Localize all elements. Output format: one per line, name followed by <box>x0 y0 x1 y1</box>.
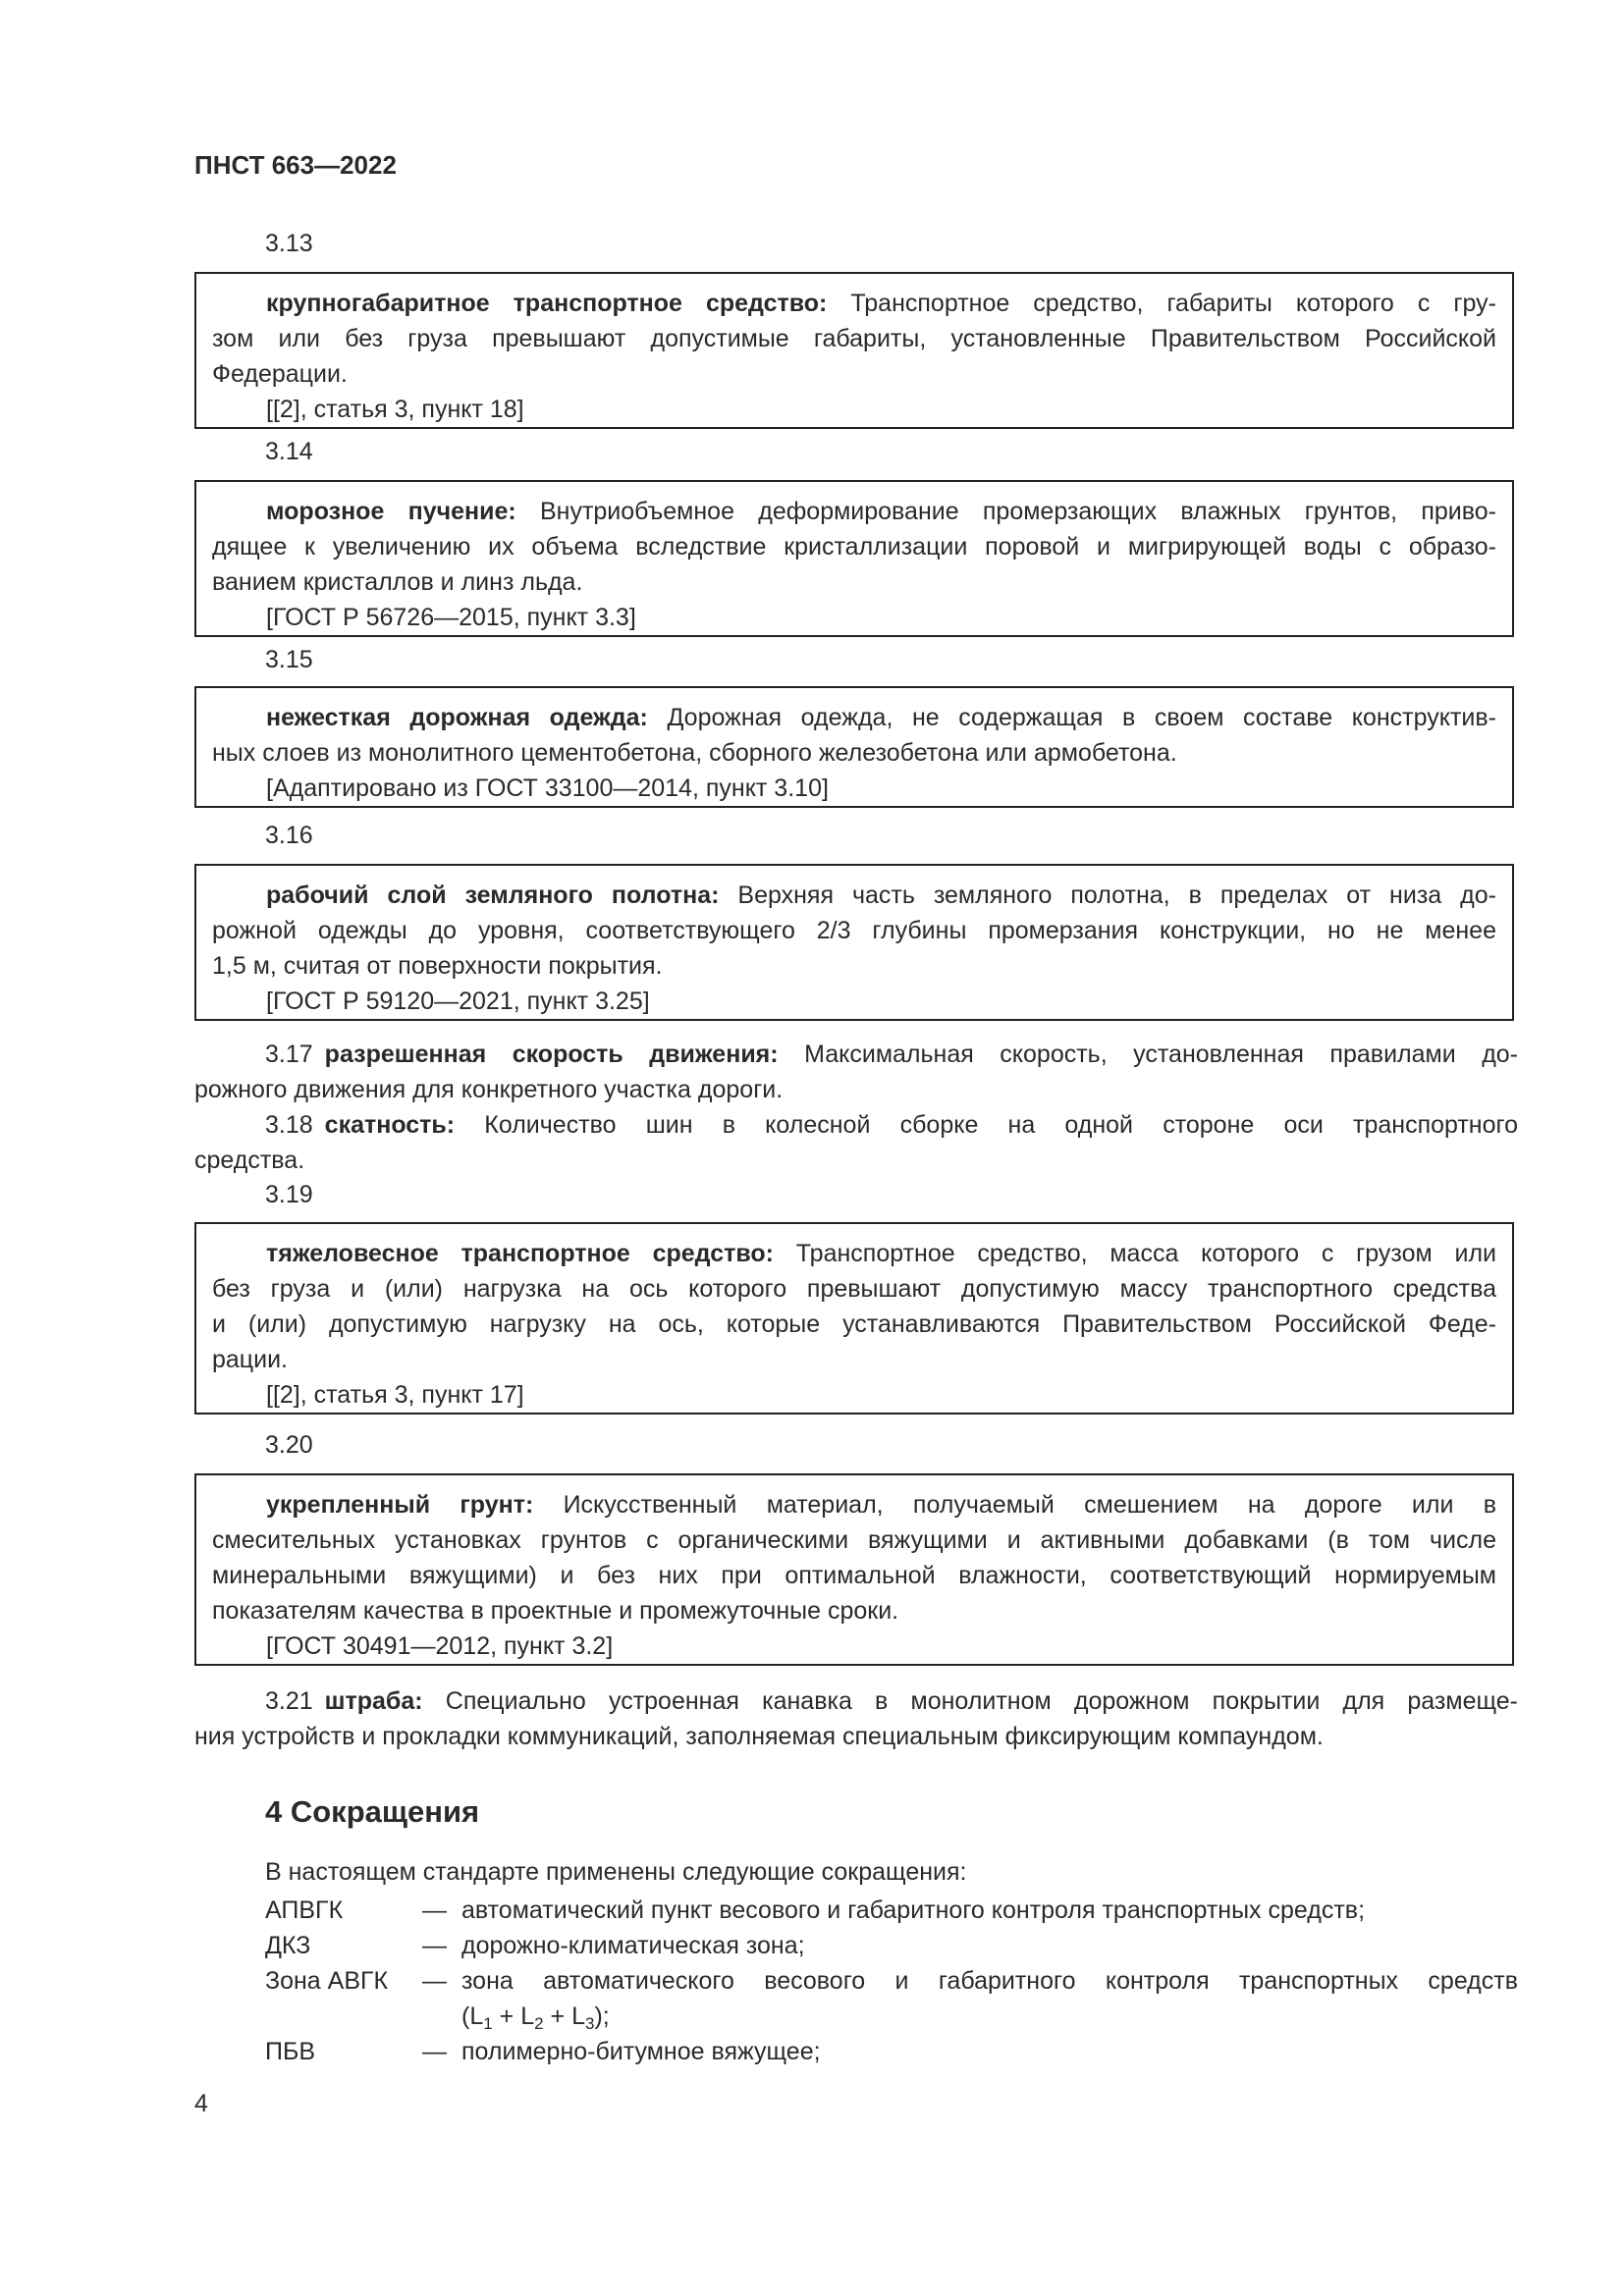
definition-box <box>194 272 1514 429</box>
page-number: 4 <box>194 2090 208 2117</box>
formula-part: ); <box>594 2002 610 2030</box>
text-line <box>212 1307 1496 1342</box>
term-text: рожного движения для конкретного участка дороги. <box>194 1076 784 1103</box>
text-line <box>194 1037 1518 1072</box>
term-name: морозное пучение: <box>266 498 516 525</box>
term-text: зом или без груза превышают допустимые габариты, установленные Правительством Российской <box>212 325 1496 352</box>
term-text: Верхняя часть земляного полотна, в пределах от низа до- <box>719 881 1496 909</box>
term-name: укрепленный грунт: <box>266 1491 534 1519</box>
abbreviation-dash: — <box>422 1932 447 1959</box>
text-line <box>212 1558 1496 1593</box>
abbreviation-dash: — <box>422 1967 447 1995</box>
definition-source: [ГОСТ Р 56726—2015, пункт 3.3] <box>266 604 636 631</box>
term-text: ния устройств и прокладки коммуникаций, заполняемая специальным фиксирующим компаундом. <box>194 1723 1324 1750</box>
definition-box <box>194 480 1514 637</box>
document-code-header: ПНСТ 663—2022 <box>194 150 397 180</box>
text-line <box>212 735 1496 771</box>
abbreviation-row-continuation <box>265 1999 1518 2034</box>
term-number: 3.17 <box>265 1041 313 1068</box>
text-line <box>212 1236 1496 1271</box>
term-name: крупногабаритное транспортное средство: <box>266 290 828 317</box>
text-line <box>212 913 1496 948</box>
term-text: ных слоев из монолитного цементобетона, сборного железобетона или армобетона. <box>212 739 1177 767</box>
term-text: смесительных установках грунтов с органическими вяжущими и активными добавками (в том числе <box>212 1526 1496 1554</box>
term-paragraph <box>194 1683 1518 1754</box>
text-line <box>194 1107 1518 1143</box>
term-text: Количество шин в колесной сборке на одной стороне оси транспортного <box>455 1111 1518 1139</box>
text-line <box>212 494 1496 529</box>
term-name: скатность: <box>324 1111 456 1139</box>
text-line <box>194 1719 1518 1754</box>
text-line <box>212 1593 1496 1629</box>
term-text: Специально устроенная канавка в монолитном дорожном покрытии для размеще- <box>422 1687 1518 1715</box>
abbreviation-dash: — <box>422 1896 447 1924</box>
term-paragraph <box>194 1107 1518 1178</box>
text-line <box>212 564 1496 600</box>
abbreviation-dash: — <box>422 2038 447 2065</box>
definition-source: [ГОСТ Р 59120—2021, пункт 3.25] <box>266 988 650 1015</box>
term-text: минеральными вяжущими) и без них при оптимальной влажности, соответствующий нормируемым <box>212 1562 1496 1589</box>
term-text: дящее к увеличению их объема вследствие кристаллизации поровой и мигрирующей воды с образо- <box>212 533 1496 561</box>
term-name: рабочий слой земляного полотна: <box>266 881 720 909</box>
term-text: показателям качества в проектные и промежуточные сроки. <box>212 1597 899 1625</box>
term-text: рации. <box>212 1346 289 1373</box>
text-line <box>194 1143 1518 1178</box>
formula-part: 3 <box>584 2014 595 2033</box>
term-text: без груза и (или) нагрузка на ось которого превышают допустимую массу транспортного средства <box>212 1275 1496 1303</box>
term-text: Внутриобъемное деформирование промерзающих влажных грунтов, приво- <box>515 498 1496 525</box>
definition-box <box>194 864 1514 1021</box>
term-text: Транспортное средство, габариты которого с гру- <box>827 290 1496 317</box>
text-line <box>212 1342 1496 1377</box>
formula-part: + L <box>492 2002 535 2030</box>
definition-source: [Адаптировано из ГОСТ 33100—2014, пункт 3.10] <box>266 774 829 802</box>
section-intro: В настоящем стандарте применены следующие сокращения: <box>265 1858 967 1886</box>
abbreviation-list <box>265 1893 1518 2069</box>
text-line <box>212 321 1496 356</box>
term-name: нежесткая дорожная одежда: <box>266 704 648 731</box>
term-text: ванием кристаллов и линз льда. <box>212 568 583 596</box>
text-line <box>212 948 1496 984</box>
abbreviation-definition: автоматический пункт весового и габаритного контроля транспортных средств; <box>461 1896 1366 1924</box>
definition-source: [[2], статья 3, пункт 17] <box>266 1381 524 1409</box>
text-line <box>194 1072 1518 1107</box>
term-text: Федерации. <box>212 360 348 388</box>
term-name: штраба: <box>324 1687 423 1715</box>
term-text: и (или) допустимую нагрузку на ось, которые устанавливаются Правительством Российской Феде- <box>212 1310 1496 1338</box>
abbreviation-term: ДКЗ <box>265 1932 311 1959</box>
term-text: Максимальная скорость, установленная правилами до- <box>778 1041 1519 1068</box>
term-number: 3.13 <box>265 230 313 257</box>
formula-part: + L <box>543 2002 585 2030</box>
term-number: 3.18 <box>265 1111 313 1139</box>
abbreviation-definition: дорожно-климатическая зона; <box>461 1932 805 1959</box>
formula-part: 1 <box>483 2014 493 2033</box>
definition-box <box>194 1222 1514 1415</box>
text-line <box>212 878 1496 913</box>
term-name: разрешенная скорость движения: <box>324 1041 779 1068</box>
abbreviation-row <box>265 1893 1518 1928</box>
abbreviation-term: АПВГК <box>265 1896 344 1924</box>
section-heading: 4 Сокращения <box>265 1794 480 1829</box>
abbreviation-definition: полимерно-битумное вяжущее; <box>461 2038 821 2065</box>
text-line <box>212 286 1496 321</box>
abbreviation-definition: зона автоматического весового и габаритного контроля транспортных средств <box>461 1967 1518 1995</box>
formula-part: (L <box>461 2002 484 2030</box>
term-text: Дорожная одежда, не содержащая в своем составе конструктив- <box>647 704 1496 731</box>
definition-box <box>194 686 1514 808</box>
term-name: тяжеловесное транспортное средство: <box>266 1240 774 1267</box>
text-line <box>212 1522 1496 1558</box>
term-text: Транспортное средство, масса которого с грузом или <box>774 1240 1497 1267</box>
abbreviation-row <box>265 2034 1518 2069</box>
term-number: 3.15 <box>265 646 313 673</box>
definition-source: [[2], статья 3, пункт 18] <box>266 396 524 423</box>
term-paragraph <box>194 1037 1518 1107</box>
term-number: 3.19 <box>265 1181 313 1208</box>
text-line <box>212 1487 1496 1522</box>
term-number: 3.20 <box>265 1431 313 1459</box>
term-text: средства. <box>194 1147 305 1174</box>
formula <box>461 1999 1518 2034</box>
text-line <box>212 529 1496 564</box>
text-line <box>212 356 1496 392</box>
abbreviation-row <box>265 1963 1518 1999</box>
term-number: 3.21 <box>265 1687 313 1715</box>
definition-source: [ГОСТ 30491—2012, пункт 3.2] <box>266 1632 614 1660</box>
term-text: рожной одежды до уровня, соответствующего 2/3 глубины промерзания конструкции, но не менее <box>212 917 1496 944</box>
definition-box <box>194 1473 1514 1666</box>
abbreviation-row <box>265 1928 1518 1963</box>
text-line <box>212 700 1496 735</box>
abbreviation-term: Зона АВГК <box>265 1967 389 1995</box>
formula-part: 2 <box>534 2014 544 2033</box>
text-line <box>212 1271 1496 1307</box>
term-number: 3.14 <box>265 438 313 465</box>
abbreviation-term: ПБВ <box>265 2038 316 2065</box>
term-text: 1,5 м, считая от поверхности покрытия. <box>212 952 663 980</box>
term-text: Искусственный материал, получаемый смешением на дороге или в <box>533 1491 1496 1519</box>
text-line <box>194 1683 1518 1719</box>
term-number: 3.16 <box>265 822 313 849</box>
